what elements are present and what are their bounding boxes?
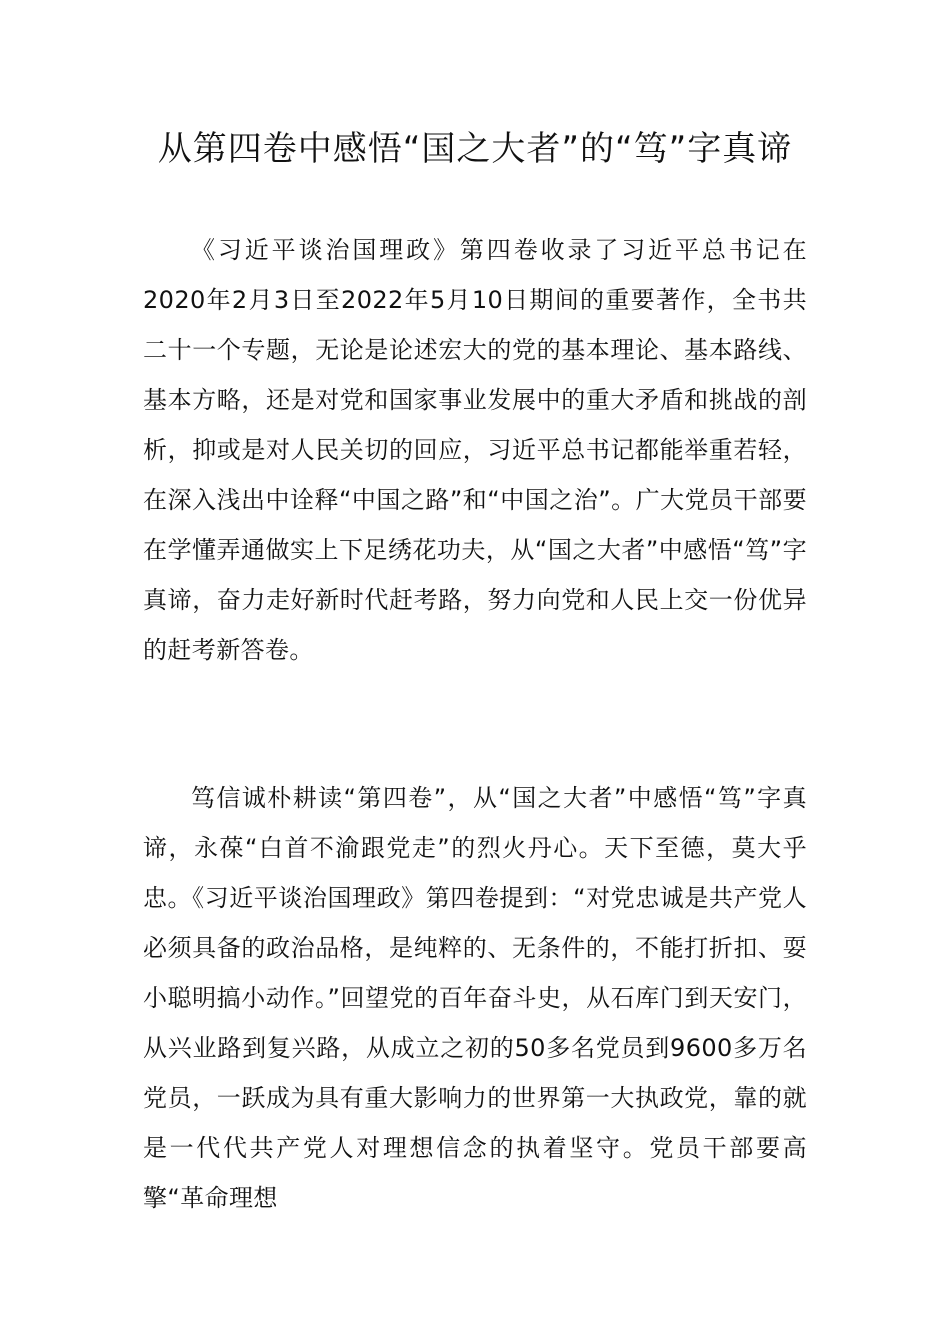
paragraph-1: 《习近平谈治国理政》第四卷收录了习近平总书记在2020年2月3日至2022年5月10日期间的重要著作，全书共二十一个专题，无论是论述宏大的党的基本理论、基本路线、基本方略，还是对党和国家事业发展中的重大矛盾和挑战的剖析，抑或是对人民关切的回应，习近平总书记都能举重若轻，在深入浅出中诠释“中国之路”和“中国之治”。广大党员干部要在学懂弄通做实上下足绣花功夫，从“国之大者”中感悟“笃”字真谛，奋力走好新时代赶考路，努力向党和人民上交一份优异的赶考新答卷。	[143, 236, 807, 664]
document-title: 从第四卷中感悟“国之大者”的“笃”字真谛	[157, 129, 793, 169]
paragraph-2: 笃信诚朴耕读“第四卷”，从“国之大者”中感悟“笃”字真谛，永葆“白首不渝跟党走”的烈火丹心。天下至德，莫大乎忠。《习近平谈治国理政》第四卷提到：“对党忠诚是共产党人必须具备的政治品格，是纯粹的、无条件的，不能打折扣、耍小聪明搞小动作。”回望党的百年奋斗史，从石库门到天安门，从兴业路到复兴路，从成立之初的50多名党员到9600多万名党员，一跃成为具有重大影响力的世界第一大执政党，靠的就是一代代共产党人对理想信念的执着坚守。党员干部要高擎“革命理想	[143, 784, 807, 1212]
